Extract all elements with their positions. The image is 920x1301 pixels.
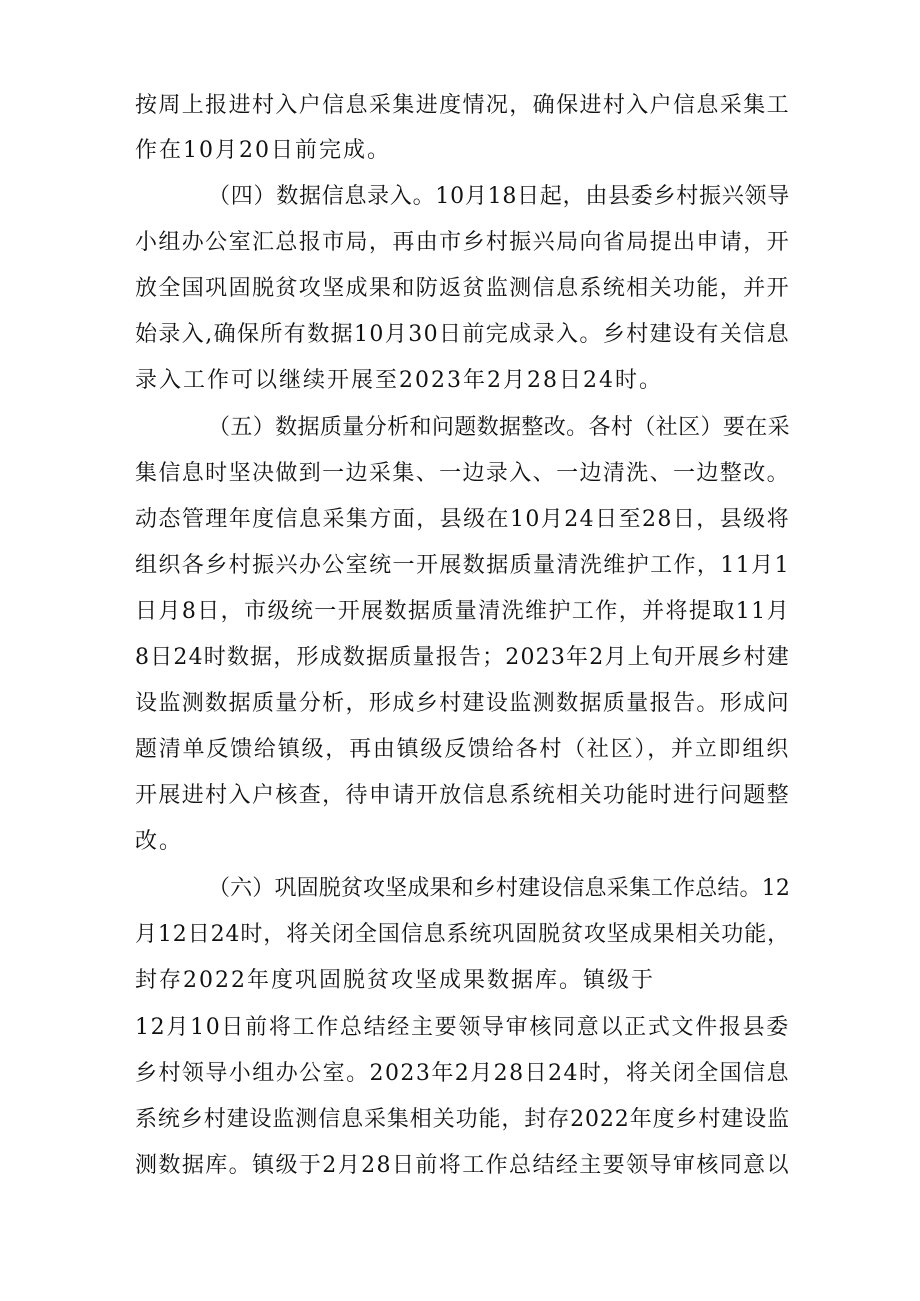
- line-text: （五）数据质量分析和问题数据整改。各村（社区）要在采: [208, 415, 790, 440]
- line-text: 作在10月20日前完成。: [135, 138, 391, 163]
- line-text: （四）数据信息录入。10月18日起，由县委乡村振兴领导: [208, 184, 790, 209]
- line-text: 组织各乡村振兴办公室统一开展数据质量清洗维护工作，11月1: [135, 553, 790, 578]
- text-line: [0, 131, 920, 171]
- text-line: [0, 269, 920, 309]
- line-text: 集信息时坚决做到一边采集、一边录入、一边清洗、一边整改。: [135, 461, 790, 486]
- text-line: [0, 546, 920, 586]
- line-text: 动态管理年度信息采集方面，县级在10月24日至28日，县级将: [135, 507, 790, 532]
- line-text: 月12日24时，将关闭全国信息系统巩固脱贫攻坚成果相关功能，: [135, 922, 790, 947]
- line-text: 开展进村入户核查，待申请开放信息系统相关功能时进行问题整: [135, 783, 790, 808]
- text-line: [0, 684, 920, 724]
- line-text: 设监测数据质量分析，形成乡村建设监测数据质量报告。形成问: [135, 691, 790, 716]
- line-text: 8日24时数据，形成数据质量报告；2023年2月上旬开展乡村建: [135, 645, 790, 670]
- line-text: 封存2022年度巩固脱贫攻坚成果数据库。镇级于: [135, 968, 655, 993]
- text-line: [0, 500, 920, 540]
- text-line: [0, 408, 920, 448]
- text-line: [0, 638, 920, 678]
- text-line: [0, 915, 920, 955]
- line-text: 小组办公室汇总报市局，再由市乡村振兴局向省局提出申请，开: [135, 230, 790, 255]
- text-line: [0, 961, 920, 1001]
- line-text: 乡村领导小组办公室。2023年2月28日24时，将关闭全国信息: [135, 1061, 790, 1086]
- text-line: [0, 361, 920, 401]
- text-line: [0, 177, 920, 217]
- line-text: 始录入,确保所有数据10月30日前完成录入。乡村建设有关信息: [135, 322, 790, 347]
- text-line: [0, 1008, 920, 1048]
- text-line: [0, 869, 920, 909]
- text-line: [0, 730, 920, 770]
- line-text: 测数据库。镇级于2月28日前将工作总结经主要领导审核同意以: [135, 1153, 790, 1178]
- text-line: [0, 1146, 920, 1186]
- text-line: [0, 454, 920, 494]
- text-line: [0, 776, 920, 816]
- line-text: 改。: [135, 829, 184, 854]
- line-text: 录入工作可以继续开展至2023年2月28日24时。: [135, 368, 663, 393]
- text-line: [0, 315, 920, 355]
- text-line: [0, 1100, 920, 1140]
- text-line: [0, 86, 920, 126]
- text-line: [0, 592, 920, 632]
- line-text: 系统乡村建设监测信息采集相关功能，封存2022年度乡村建设监: [135, 1107, 790, 1132]
- text-line: [0, 1054, 920, 1094]
- line-text: 题清单反馈给镇级，再由镇级反馈给各村（社区），并立即组织: [135, 737, 790, 762]
- line-text: 12月10日前将工作总结经主要领导审核同意以正式文件报县委: [135, 1015, 790, 1040]
- line-text: 按周上报进村入户信息采集进度情况，确保进村入户信息采集工: [135, 93, 790, 118]
- line-text: 日月8日，市级统一开展数据质量清洗维护工作，并将提取11月: [135, 599, 790, 624]
- line-text: 放全国巩固脱贫攻坚成果和防返贫监测信息系统相关功能，并开: [135, 276, 790, 301]
- line-text: （六）巩固脱贫攻坚成果和乡村建设信息采集工作总结。12: [208, 876, 790, 901]
- text-line: [0, 223, 920, 263]
- text-line: [0, 822, 920, 862]
